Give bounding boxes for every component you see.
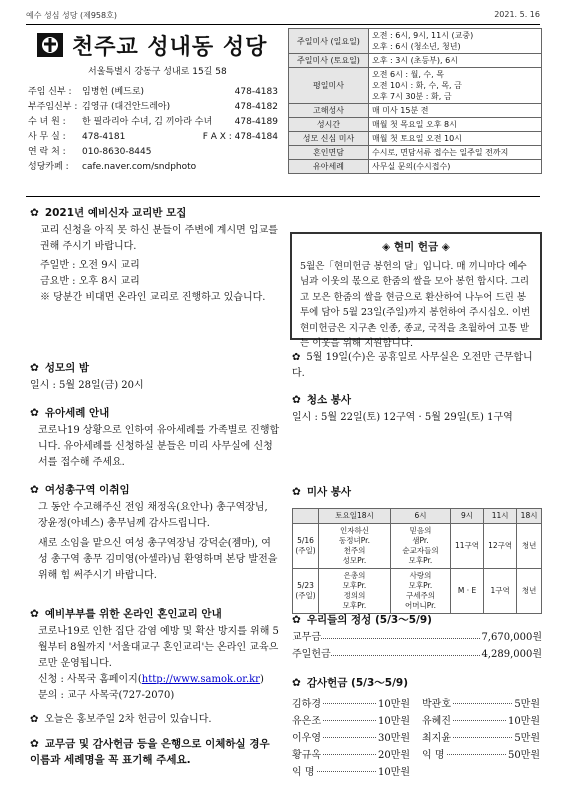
schedule-label: 성모 신심 미사 [289,132,369,146]
schedule-label: 유아세례 [289,160,369,174]
schedule-line: 주일반 : 오전 9시 교리 [40,260,140,271]
schedule-label: 고해성사 [289,104,369,118]
schedule-row [289,132,542,146]
section-title: 2021년 예비신자 교리반 모집 [44,207,187,219]
flower-bullet-icon: ✿ [292,486,301,498]
table-cell: M · E [451,569,484,614]
staff-row: 주임 신부 : 임병헌 (베드로) 478-4183 [28,87,278,97]
table-cell: 1구역 [484,569,517,614]
thanks-item: 익 명 50만원 [422,746,540,763]
thanks-item: 황규옥 20만원 [292,746,410,763]
offering-row: 주일헌금 4,289,000원 [292,647,542,664]
schedule-label: 주일미사 (토요일) [289,54,369,68]
table-cell: 5/23 (주일) [293,569,319,614]
apply-label: 신청 : 사목국 홈페이지( [38,674,142,685]
schedule-label: 평일미사 [289,68,369,104]
schedule-row [289,68,542,104]
header-divider [26,24,540,25]
schedule-value: 매 미사 15분 전 [369,104,542,118]
schedule-value: 오후 : 3시 (초등부), 6시 [369,54,542,68]
thanks-item: 김하경 10만원 [292,695,410,712]
staff-row: 사 무 실 : 478-4181 F A X : 478-4184 [28,132,278,142]
bulletin-date: 2021. 5. 16 [494,10,540,19]
box-body: 5월은「현미헌금 봉헌의 달」입니다. 매 끼니마다 예수님과 이웃의 몫으로 한줌의 쌀을 모아 봉헌 합시다. 그리고 모은 한줌의 쌀을 현금으로 환산하여 나누어 드린 봉투에 담아 5월 23일(주일)까지 봉헌하여 주시십오. 이번 현미헌금은 지구촌 인종, 종교, 국적을 초월하여 고통 받는 이웃을 위해 지원합니다. [300,260,531,349]
notice-text: 교무금 및 감사헌금 등을 은행으로 이체하실 경우 이름과 세례명을 꼭 표기해 주세요. [30,738,270,766]
section-body: 일시 : 5월 28일(금) 20시 [30,380,144,391]
section-title: 예비부부를 위한 온라인 혼인교리 안내 [44,608,222,620]
catechumen-section [30,205,280,306]
notice-text: 5월 19일(수)은 공휴일로 사무실은 오전만 근무합니다. [292,352,533,379]
rice-offering-box [290,232,542,349]
section-body: 일시 : 5월 22일(토) 12구역 · 5월 29일(토) 1구역 [292,412,513,423]
infant-baptism-section [30,405,280,471]
offerings-section [292,612,542,664]
parish-title: 천주교 성내동 성당 [72,34,268,60]
table-header-row [293,509,542,524]
column-header: 토요일18시 [319,509,391,524]
table-cell: 5/16 (주일) [293,524,319,569]
staff-row: 부주임신부 : 김영규 (대건안드레아) 478-4182 [28,102,278,112]
schedule-row [289,146,542,160]
thanks-item: 최지윤 5만원 [422,729,540,746]
thanks-item: 이우영 30만원 [292,729,410,746]
section-title: 유아세례 안내 [44,407,110,419]
table-cell: 11구역 [451,524,484,569]
bulletin-header-line [26,10,540,22]
table-cell: 사랑의 모후Pr. 구세주의 어머니Pr. [391,569,451,614]
schedule-row [289,160,542,174]
flower-bullet-icon: ✿ [30,608,39,620]
staff-info [28,85,278,175]
table-cell: 12구역 [484,524,517,569]
flower-bullet-icon: ✿ [30,714,39,725]
flower-bullet-icon: ✿ [30,362,39,374]
section-title: 우리들의 정성 (5/3～5/9) [306,614,432,626]
staff-row: 수 녀 원 : 한 필라리아 수녀, 김 끼아라 수녀 478-4189 [28,117,278,127]
section-divider [26,196,540,197]
column-header: 18시 [517,509,542,524]
schedule-line: 금요반 : 오후 8시 교리 [40,276,140,287]
flower-bullet-icon: ✿ [292,352,301,363]
flower-bullet-icon: ✿ [30,738,39,750]
thanks-item: 유은조 10만원 [292,712,410,729]
thanks-item: 유혜진 10만원 [422,712,540,729]
parish-logo-icon [36,32,64,58]
mass-service-table [292,508,542,614]
cleaning-section [292,392,542,426]
table-row [293,524,542,569]
schedule-value: 오전 6시 : 월, 수, 목 오전 10시 : 화, 수, 목, 금 오후 7시 30분 : 화, 금 [369,68,542,104]
staff-row: 성당카페 : cafe.naver.com/sndphoto [28,160,278,175]
schedule-value: 매월 첫 토요일 오전 10시 [369,132,542,146]
marian-night-section [30,360,280,394]
parish-address: 서울특별시 강동구 성내로 15길 58 [88,67,227,77]
section-title: 청소 봉사 [306,394,352,406]
schedule-value: 사무실 문의(수시접수) [369,160,542,174]
table-cell: 은총의 모후Pr. 정의의 모후Pr. [319,569,391,614]
bulletin-label: 예수 성심 성당 (제958호) [26,11,117,20]
section-title: 여성총구역 이취임 [44,484,130,496]
section-title: 미사 봉사 [306,486,352,498]
table-cell: 믿음의 샘Pr. 순교자들의 모후Pr. [391,524,451,569]
marriage-section [30,606,280,704]
thanks-list [292,695,542,785]
thanks-section [292,675,542,693]
schedule-row [289,104,542,118]
schedule-row [289,29,542,54]
mass-schedule-table [288,28,542,174]
women-council-section [30,482,280,584]
table-cell: 청년 [517,524,542,569]
column-header [293,509,319,524]
schedule-label: 혼인면담 [289,146,369,160]
section-title: 성모의 밤 [44,362,90,374]
table-cell: 청년 [517,569,542,614]
schedule-value: 수시로, 면담서류 접수는 일주일 전까지 [369,146,542,160]
section-body: 코로나19로 인한 집단 감염 예방 및 확산 방지를 위해 5월부터 8월까지 '서울대교구 혼인교리'는 온라인 교육으로만 운영됩니다. [38,626,279,669]
staff-row: 연 락 처 : 010-8630-8445 [28,147,152,157]
section-body: 그 동안 수고해주신 전임 채정옥(요안나) 총구역장님, 장윤정(아녜스) 총무님께 감사드립니다. [38,502,268,529]
cafe-link[interactable]: cafe.naver.com/sndphoto [82,162,197,172]
thanks-item: 박관호 5만원 [422,695,540,712]
flower-bullet-icon: ✿ [30,207,39,219]
flower-bullet-icon: ✿ [292,614,301,626]
office-closed-notice [292,350,542,382]
apply-close: ) [259,674,264,685]
note-line: ※ 당분간 비대면 온라인 교리로 진행하고 있습니다. [40,292,266,303]
section-body: 새로 소임을 맡으신 여성 총구역장님 강덕순(젬마), 여성 총구역 총무 김미영(아셀라)님 환영하며 본당 발전을 위해 힘 써주시기 바랍니다. [38,538,278,581]
samok-link[interactable]: http://www.samok.or.kr [141,674,260,685]
flower-bullet-icon: ✿ [30,484,39,496]
schedule-row [289,54,542,68]
offering-row: 교무금 7,670,000원 [292,630,542,647]
schedule-value: 매월 첫 목요일 오후 8시 [369,118,542,132]
flower-bullet-icon: ✿ [30,407,39,419]
section-body: 교리 신청을 아직 못 하신 분들이 주변에 계시면 입교를 권해 주시기 바랍니다. [40,225,278,252]
contact-line: 문의 : 교구 사목국(727-2070) [38,690,175,701]
thanks-item: 익 명 10만원 [292,763,410,780]
schedule-row [289,118,542,132]
schedule-label: 주일미사 (일요일) [289,29,369,54]
flower-bullet-icon: ✿ [292,677,301,689]
flower-bullet-icon: ✿ [292,394,301,406]
column-header: 11시 [484,509,517,524]
section-body: 코로나19 상황으로 인하여 유아세례를 가족별로 진행합니다. 유아세례를 신청하실 분들은 미리 사무실에 신청서를 접수해 주세요. [38,425,280,468]
mass-service-section [292,484,542,502]
notice-today [30,712,280,728]
schedule-value: 오전 : 6시, 9시, 11시 (교중) 오후 : 6시 (청소년, 청년) [369,29,542,54]
table-cell: 인자하신 동정녀Pr. 천주의 성모Pr. [319,524,391,569]
table-row [293,569,542,614]
box-title: ◈ 현미 헌금 ◈ [382,241,450,253]
schedule-label: 성시간 [289,118,369,132]
column-header: 6시 [391,509,451,524]
notice-bank [30,736,280,768]
column-header: 9시 [451,509,484,524]
notice-text: 오늘은 홍보주일 2차 헌금이 있습니다. [44,714,212,725]
section-title: 감사헌금 (5/3～5/9) [306,677,409,689]
